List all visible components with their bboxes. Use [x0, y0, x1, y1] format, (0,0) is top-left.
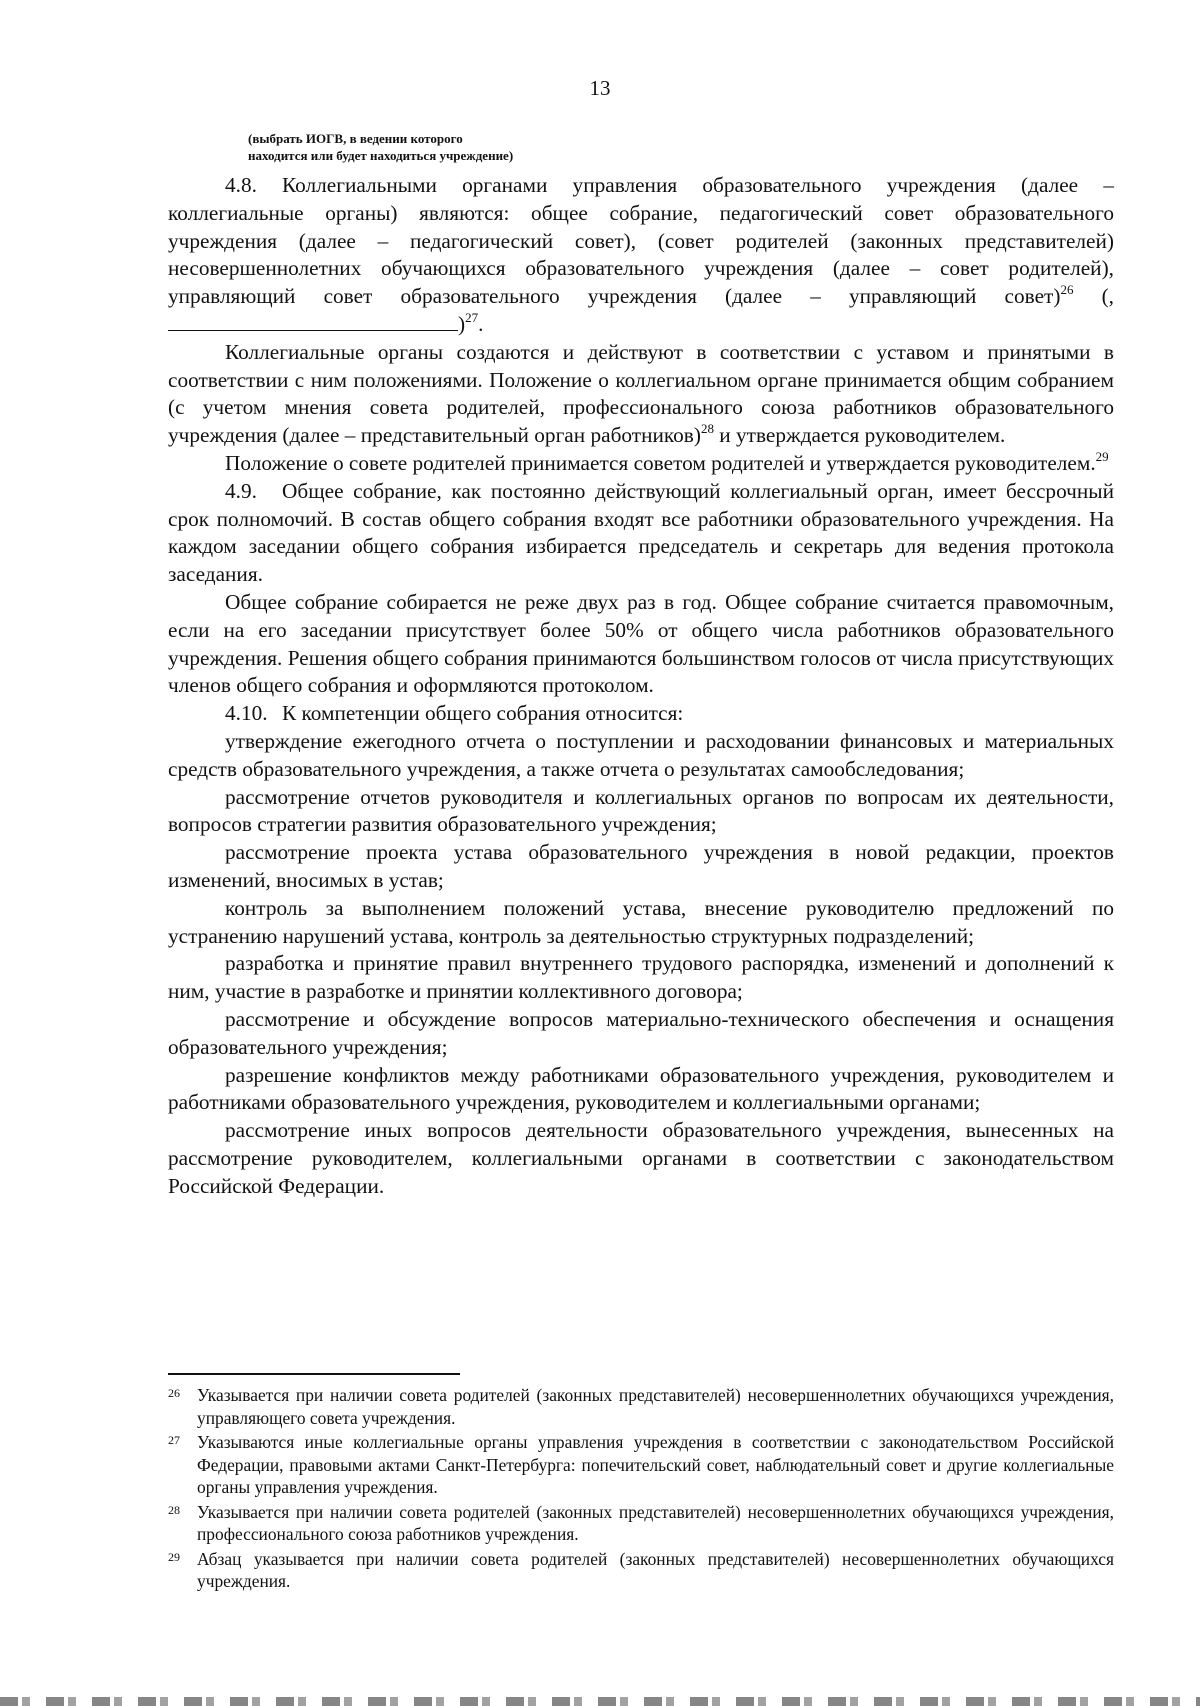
- paragraph-text: Положение о совете родителей принимается советом родителей и утверждается руководителем.: [225, 450, 1096, 475]
- footnote-text: Указывается при наличии совета родителей (законных представителей) несовершеннолетних обучающихся учреждения, управляющего совета учреждения.: [197, 1385, 1114, 1428]
- list-item: контроль за выполнением положений устава, внесение руководителю предложений по устранению нарушений устава, контроль за деятельностью структурных подразделений;: [168, 895, 1114, 948]
- footnote-ref-28: 28: [700, 421, 714, 437]
- paragraph-text: Коллегиальные органы создаются и действуют в соответствии с уставом и принятыми в соответствии с ним положениями. Положение о коллегиальном органе принимается общим собранием (с учетом мнения совета родителей, профессионального союза работников образовательного учреждения (далее – представительный орган работников): [168, 339, 1114, 448]
- footnote: [168, 1501, 1114, 1546]
- fill-in-blank: [168, 312, 458, 331]
- paragraph-text: .: [478, 311, 484, 336]
- list-item: утверждение ежегодного отчета о поступлении и расходовании финансовых и материальных средств образовательного учреждения, а также отчета о результатах самообследования;: [168, 728, 1114, 781]
- footnote-text: Указываются иные коллегиальные органы управления учреждения в соответствии с законодательством Российской Федерации, правовыми актами Санкт-Петербурга: попечительский совет, наблюдательный совет и другие коллегиальные органы управления учреждения.: [197, 1432, 1114, 1497]
- list-item: рассмотрение и обсуждение вопросов материально-технического обеспечения и оснащения образовательного учреждения;: [168, 1006, 1114, 1059]
- footnote-separator: [168, 1373, 460, 1375]
- footnote-number: 28: [168, 1502, 180, 1517]
- list-item: рассмотрение иных вопросов деятельности образовательного учреждения, вынесенных на рассмотрение руководителем, коллегиальными органами в соответствии с законодательством Российской Федерации.: [168, 1118, 1114, 1198]
- paragraph-4-9: [168, 478, 1114, 589]
- footnote-ref-27: 27: [465, 309, 479, 325]
- paragraph-4-8: [168, 172, 1114, 339]
- clause-number: 4.8.: [225, 173, 257, 197]
- clause-number: 4.9.: [225, 478, 257, 503]
- paragraph-4-10: [168, 700, 1114, 728]
- footnote-text: Абзац указывается при наличии совета родителей (законных представителей) несовершеннолетних обучающихся учреждения.: [197, 1548, 1114, 1591]
- clause-number: 4.10.: [225, 701, 268, 726]
- document-body: [168, 172, 1114, 1200]
- paragraph-general-meeting: Общее собрание собирается не реже двух раз в год. Общее собрание считается правомочным, если на его заседании присутствует более 50% от общего числа работников образовательного учреждения. Решения общего собрания принимаются большинством голосов от числа присутствующих членов общего собрания и оформляются протоколом.: [168, 589, 1114, 698]
- footnote-ref-26: 26: [1060, 282, 1074, 298]
- page-number: 13: [589, 76, 611, 100]
- scan-artifact-edge: [0, 1697, 1200, 1706]
- list-item: рассмотрение проекта устава образовательного учреждения в новой редакции, проектов изменений, вносимых в устав;: [168, 840, 1114, 892]
- hint-line-1: (выбрать ИОГВ, в ведении которого: [248, 131, 463, 146]
- list-item: рассмотрение отчетов руководителя и коллегиальных органов по вопросам их деятельности, вопросов стратегии развития образовательного учреждения;: [168, 784, 1114, 837]
- paragraph-text: ): [458, 311, 466, 336]
- footnote-text: Указывается при наличии совета родителей (законных представителей) несовершеннолетних обучающихся учреждения, профессионального союза работников учреждения.: [197, 1501, 1114, 1544]
- footnote: [168, 1431, 1114, 1499]
- footnote-number: 26: [168, 1386, 180, 1400]
- footnote: [168, 1548, 1114, 1593]
- hint-line-2: находится или будет находиться учреждение): [248, 148, 514, 163]
- footnote-number: 29: [168, 1549, 180, 1564]
- paragraph-text: К компетенции общего собрания относится:: [282, 701, 684, 726]
- footnote-number: 27: [168, 1433, 180, 1447]
- instruction-hint: [248, 130, 513, 164]
- footnote-ref-29: 29: [1095, 448, 1109, 464]
- paragraph-text: (,: [1073, 284, 1114, 309]
- paragraph-collegial-bodies: [168, 339, 1114, 450]
- footnotes: [168, 1384, 1114, 1595]
- list-item: разработка и принятие правил внутреннего трудового распорядка, изменений и дополнений к ним, участие в разработке и принятии коллективного договора;: [168, 951, 1114, 1004]
- paragraph-text: и утверждается руководителем.: [713, 423, 1006, 448]
- paragraph-text: Коллегиальными органами управления образовательного учреждения (далее – коллегиальные органы) являются: общее собрание, педагогический совет образовательного учреждения (далее – педагогический совет), (совет родителей (законных представителей) несовершеннолетних обучающихся образовательного учреждения (далее – совет родителей), управляющий совет образовательного учреждения (далее – управляющий совет): [168, 173, 1114, 309]
- footnote: [168, 1384, 1114, 1429]
- paragraph-text: Общее собрание, как постоянно действующий коллегиальный орган, имеет бессрочный срок полномочий. В состав общего собрания входят все работники образовательного учреждения. На каждом заседании общего собрания избирается председатель и секретарь для ведения протокола заседания.: [168, 478, 1114, 587]
- paragraph-parents-council: [168, 450, 1114, 478]
- list-item: разрешение конфликтов между работниками образовательного учреждения, руководителем и работниками образовательного учреждения, руководителем и коллегиальными органами;: [168, 1062, 1114, 1115]
